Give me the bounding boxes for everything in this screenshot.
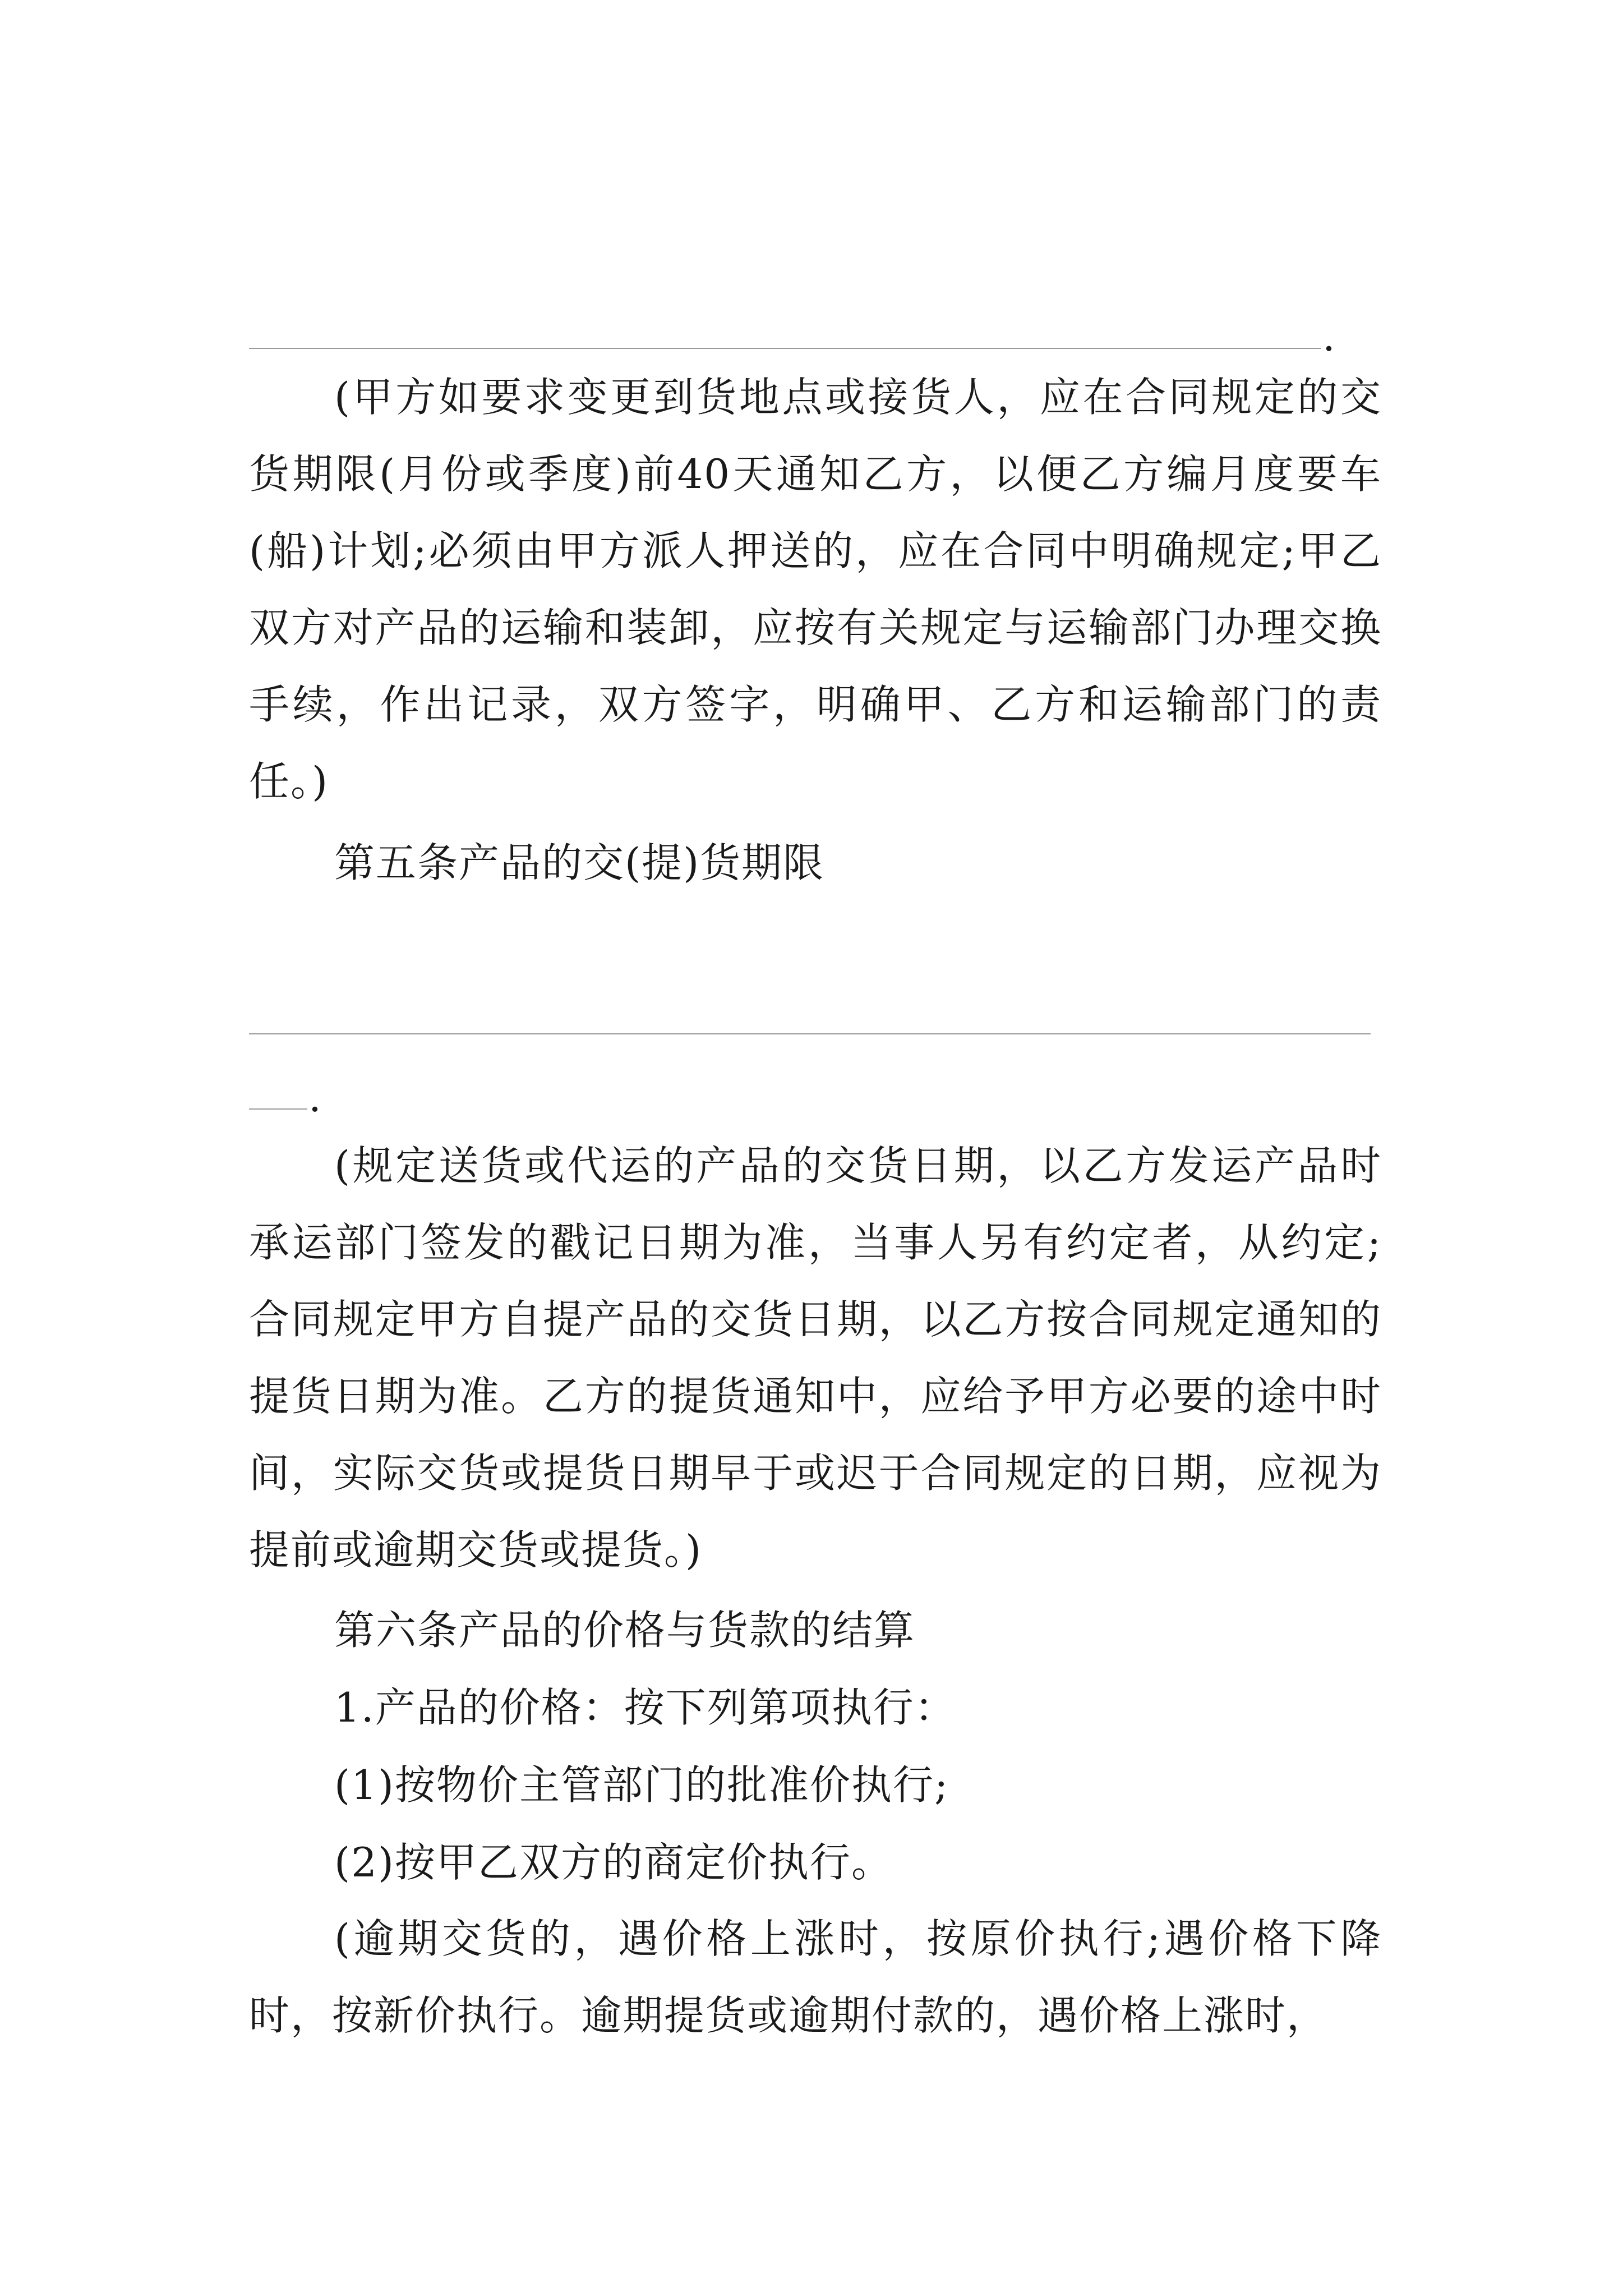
price-option-2: (2)按甲乙双方的商定价执行。 <box>334 1839 893 1886</box>
price-clause-item: 1.产品的价格：按下列第项执行： <box>334 1684 956 1731</box>
blank-line-period: . <box>1322 313 1335 360</box>
fill-in-blank-line <box>249 348 1321 349</box>
paragraph-delivery-date-note: (规定送货或代运的产品的交货日期，以乙方发运产品时承运部门签发的戳记日期为准，当事人另有约定者，从约定;合同规定甲方自提产品的交货日期，以乙方按合同规定通知的提货日期为准。乙方的提货通知中，应给予甲方必要的途中时间，实际交货或提货日期早于或迟于合同规定的日期，应视为提前或逾期交货或提货。) <box>249 1142 1382 1573</box>
fill-in-blank-line-continuation <box>249 1108 307 1110</box>
blank-line-period: . <box>308 1074 321 1121</box>
article-6-heading: 第六条产品的价格与货款的结算 <box>334 1607 916 1654</box>
paragraph-delivery-change-note: (甲方如要求变更到货地点或接货人，应在合同规定的交货期限(月份或季度)前40天通知乙方，以便乙方编月度要车(船)计划;必须由甲方派人押送的，应在合同中明确规定;甲乙双方对产品的运输和装卸，应按有关规定与运输部门办理交换手续，作出记录，双方签字，明确甲、乙方和运输部门的责任。) <box>249 374 1382 805</box>
fill-in-blank-line <box>249 1033 1371 1034</box>
paragraph-price-change-note: (逾期交货的，遇价格上涨时，按原价执行;遇价格下降时，按新价执行。逾期提货或逾期付款的，遇价格上涨时， <box>249 1915 1382 2039</box>
price-option-1: (1)按物价主管部门的批准价执行; <box>334 1761 949 1809</box>
article-5-heading: 第五条产品的交(提)货期限 <box>334 839 825 886</box>
